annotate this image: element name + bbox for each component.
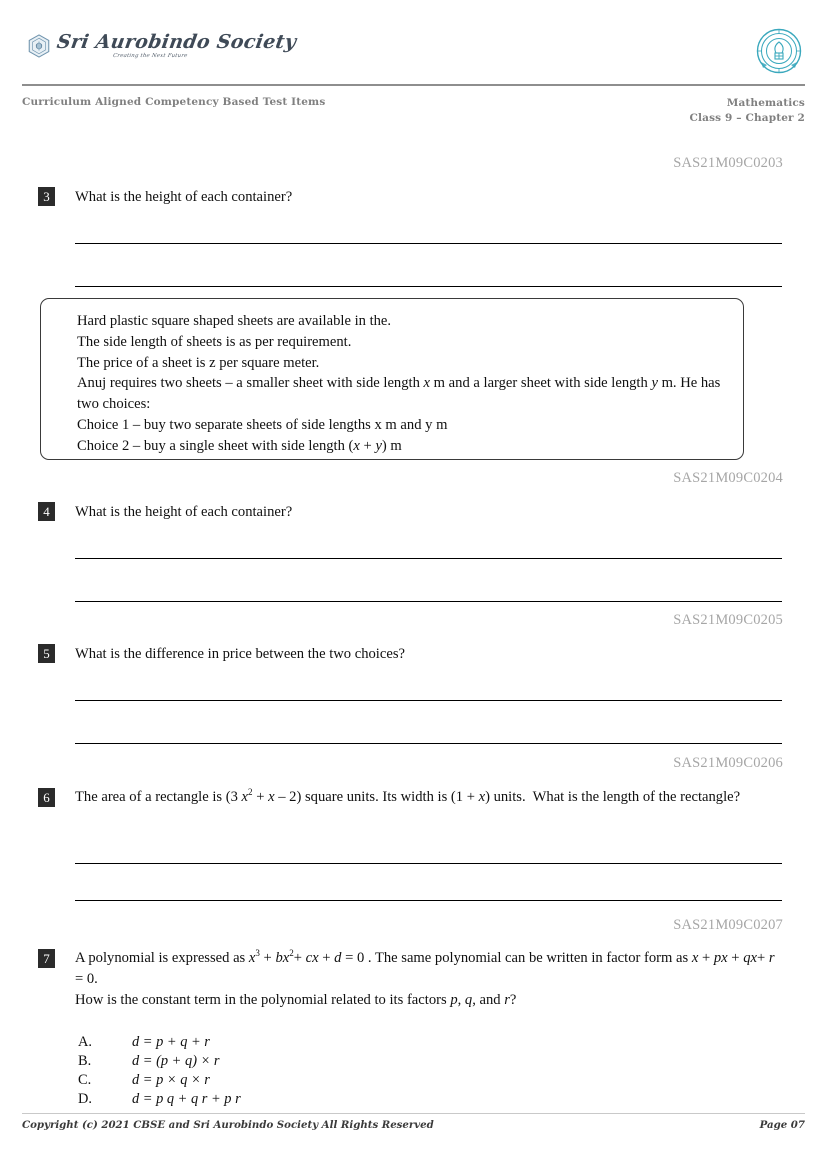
answer-line[interactable] [75,601,782,602]
question-text-3: What is the height of each container? [75,189,293,205]
question-number-badge-3: 3 [38,187,55,206]
question-text-4: What is the height of each container? [75,504,293,520]
item-code-q5: SAS21M09C0205 [673,612,783,628]
answer-line[interactable] [75,243,782,244]
header-class-chapter: Class 9 – Chapter 2 [689,112,805,124]
question-text-5: What is the difference in price between the two choices? [75,646,405,662]
question-text-7: A polynomial is expressed as $x^3 + bx^2+$ cx + d = 0 . The same polynomial can be written in factor form as x + px + qx+ r = 0. How is the constant term in the polynomial related to its factors p, q, and r? [75,948,775,1008]
header-subject: Mathematics [726,97,805,109]
option-letter-b: B. [78,1053,92,1069]
header-divider [22,84,805,86]
answer-line[interactable] [75,743,782,744]
option-text-d: d = p q + q r + p r [132,1091,241,1107]
society-tagline: Creating the Next Future [112,53,188,59]
option-row-a[interactable] [78,1033,478,1052]
question-number-badge-5: 5 [38,644,55,663]
option-letter-d: D. [78,1091,92,1107]
item-code-q4: SAS21M09C0204 [673,470,783,486]
answer-line[interactable] [75,700,782,701]
option-text-c: d = p × q × r [132,1072,210,1088]
question-number-badge-7: 7 [38,949,55,968]
question-number-badge-4: 4 [38,502,55,521]
masthead [0,0,827,80]
item-code-q6: SAS21M09C0206 [673,755,783,771]
item-code-q3: SAS21M09C0203 [673,155,783,171]
answer-line[interactable] [75,286,782,287]
answer-line[interactable] [75,900,782,901]
answer-line[interactable] [75,863,782,864]
society-name: Sri Aurobindo Society [55,31,298,53]
question-number-badge-6: 6 [38,788,55,807]
answer-line[interactable] [75,558,782,559]
option-row-d[interactable] [78,1090,478,1109]
footer-copyright: Copyright (c) 2021 CBSE and Sri Aurobindo Society All Rights Reserved [22,1119,434,1131]
cbse-circular-seal-icon [755,27,803,75]
question-text-6: The area of a rectangle is (3 $x^2 + x - 2$) square units. Its width is (1 + x) units. What is the length of the rectangle? [75,787,741,805]
stimulus-box [40,298,744,460]
society-logo-block [26,33,296,59]
option-row-c[interactable] [78,1071,478,1090]
item-code-q7: SAS21M09C0207 [673,917,783,933]
option-letter-c: C. [78,1072,92,1088]
option-text-a: d = p + q + r [132,1034,210,1050]
header-subject-block [689,96,805,126]
sas-hexagon-emblem-icon [26,33,52,59]
option-row-b[interactable] [78,1052,478,1071]
footer-page-number: Page 07 [759,1119,805,1131]
option-text-b: d = (p + q) × r [132,1053,220,1069]
option-letter-a: A. [78,1034,92,1050]
header-title: Curriculum Aligned Competency Based Test Items [22,96,326,108]
footer-divider [22,1113,805,1114]
stimulus-text: Hard plastic square shaped sheets are available in the. The side length of sheets is as per requirement. The price of a sheet is z per square meter. Anuj requires two sheets – a smaller sheet with side length x m and a larger sheet with side length y m. He has two choices: Choice 1 – buy two separate sheets of side lengths x m and y m Choice 2 – buy a single sheet with side length (x + y) m [77,313,721,454]
society-wordmark-block [57,33,296,59]
